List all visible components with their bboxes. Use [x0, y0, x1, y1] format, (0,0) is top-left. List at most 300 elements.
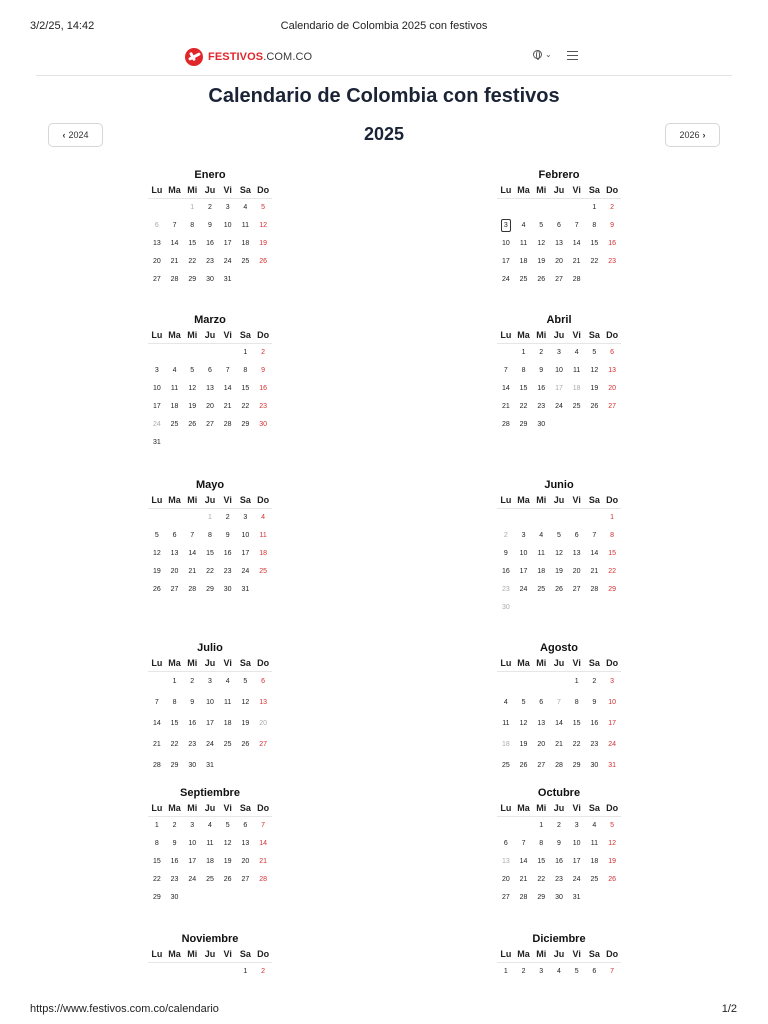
day-cell[interactable]: 19 — [241, 720, 250, 727]
day-cell[interactable]: 24 — [555, 402, 563, 410]
day-cell[interactable]: 10 — [188, 839, 197, 847]
day-cell[interactable]: 13 — [501, 857, 510, 865]
day-cell[interactable]: 26 — [241, 741, 250, 748]
day-cell[interactable]: 20 — [608, 384, 616, 392]
day-cell[interactable]: 23 — [188, 741, 197, 748]
day-cell[interactable]: 26 — [223, 875, 232, 883]
next-year-button[interactable] — [665, 123, 720, 147]
day-cell[interactable]: 22 — [152, 875, 161, 883]
day-cell[interactable]: 29 — [572, 762, 581, 769]
day-cell[interactable]: 1 — [190, 203, 195, 211]
day-cell[interactable]: 1 — [610, 513, 615, 521]
day-cell[interactable]: 14 — [519, 857, 528, 865]
day-cell[interactable]: 24 — [223, 257, 232, 265]
day-cell[interactable]: 9 — [172, 839, 177, 847]
day-cell[interactable]: 25 — [572, 402, 581, 410]
day-cell[interactable]: 8 — [190, 221, 195, 229]
day-cell[interactable]: 7 — [557, 699, 561, 706]
day-cell[interactable]: 28 — [188, 585, 197, 593]
day-cell[interactable]: 9 — [539, 366, 544, 374]
day-cell[interactable]: 9 — [190, 699, 195, 706]
day-cell[interactable]: 13 — [572, 549, 581, 557]
day-cell[interactable]: 30 — [555, 893, 563, 901]
day-cell[interactable]: 22 — [608, 567, 616, 575]
day-cell[interactable]: 24 — [206, 741, 214, 748]
day-cell[interactable]: 13 — [152, 239, 161, 247]
day-cell[interactable]: 12 — [537, 239, 546, 247]
day-cell[interactable]: 20 — [555, 257, 563, 265]
day-cell[interactable]: 11 — [537, 549, 545, 557]
day-cell[interactable]: 16 — [537, 384, 546, 392]
day-cell[interactable]: 22 — [170, 741, 179, 748]
day-cell[interactable]: 11 — [224, 699, 232, 706]
day-cell[interactable]: 6 — [208, 366, 212, 374]
day-cell[interactable]: 12 — [608, 839, 616, 847]
day-cell[interactable]: 30 — [223, 585, 232, 593]
language-selector[interactable] — [533, 50, 552, 59]
day-cell[interactable]: 16 — [170, 857, 179, 865]
day-cell[interactable]: 26 — [152, 585, 161, 593]
day-cell[interactable]: 24 — [519, 585, 528, 593]
day-cell[interactable]: 4 — [208, 821, 212, 829]
day-cell[interactable]: 18 — [241, 239, 250, 247]
day-cell[interactable]: 29 — [170, 762, 179, 769]
day-cell[interactable]: 4 — [539, 531, 544, 539]
day-cell[interactable]: 23 — [206, 257, 214, 265]
day-cell[interactable]: 19 — [519, 741, 528, 748]
day-cell[interactable]: 10 — [223, 221, 232, 229]
day-cell[interactable]: 15 — [572, 720, 581, 727]
day-cell[interactable]: 20 — [501, 875, 510, 883]
day-cell[interactable]: 30 — [170, 893, 179, 901]
day-cell[interactable]: 9 — [557, 839, 561, 847]
day-cell[interactable]: 15 — [170, 720, 179, 727]
day-cell[interactable]: 18 — [223, 720, 232, 727]
day-cell[interactable]: 28 — [501, 420, 510, 428]
day-cell[interactable]: 6 — [557, 221, 561, 229]
day-cell[interactable]: 29 — [241, 420, 250, 428]
day-cell[interactable]: 11 — [573, 366, 581, 374]
day-cell[interactable]: 21 — [501, 402, 510, 410]
day-cell[interactable]: 28 — [170, 275, 179, 283]
day-cell[interactable]: 1 — [503, 967, 508, 975]
day-cell[interactable]: 6 — [539, 699, 544, 706]
day-cell[interactable]: 21 — [590, 567, 599, 575]
day-cell[interactable]: 25 — [223, 741, 232, 748]
day-cell[interactable]: 2 — [610, 203, 615, 211]
day-cell[interactable]: 9 — [208, 221, 212, 229]
day-cell[interactable]: 27 — [555, 275, 563, 283]
day-cell[interactable]: 5 — [539, 221, 544, 229]
day-cell[interactable]: 25 — [259, 567, 267, 575]
day-cell[interactable]: 13 — [259, 699, 267, 706]
day-cell[interactable]: 10 — [206, 699, 214, 706]
day-cell[interactable]: 11 — [259, 531, 267, 539]
day-cell[interactable]: 22 — [572, 741, 581, 748]
day-cell[interactable]: 31 — [608, 762, 616, 769]
day-cell[interactable]: 12 — [590, 366, 599, 374]
day-cell[interactable]: 14 — [223, 384, 232, 392]
day-cell[interactable]: 1 — [574, 678, 579, 686]
day-cell[interactable]: 23 — [555, 875, 563, 883]
day-cell[interactable]: 25 — [519, 275, 528, 283]
day-cell[interactable]: 25 — [590, 875, 599, 883]
day-cell[interactable]: 4 — [592, 821, 597, 829]
day-cell[interactable]: 11 — [519, 239, 528, 247]
day-cell[interactable]: 5 — [521, 699, 526, 706]
day-cell[interactable]: 7 — [610, 967, 615, 975]
day-cell[interactable]: 28 — [223, 420, 232, 428]
day-cell[interactable]: 2 — [261, 967, 266, 975]
day-cell[interactable]: 18 — [590, 857, 599, 865]
day-cell[interactable]: 21 — [519, 875, 528, 883]
day-cell[interactable]: 16 — [608, 239, 616, 247]
day-cell[interactable]: 8 — [521, 366, 526, 374]
day-cell[interactable]: 19 — [537, 257, 546, 265]
hamburger-menu-icon[interactable] — [567, 50, 578, 60]
day-cell[interactable]: 15 — [152, 857, 161, 865]
day-cell[interactable]: 27 — [152, 275, 161, 283]
day-cell[interactable]: 14 — [555, 720, 563, 727]
day-cell[interactable]: 24 — [501, 275, 510, 283]
day-cell[interactable]: 15 — [241, 384, 250, 392]
day-cell[interactable]: 6 — [172, 531, 177, 539]
day-cell[interactable]: 3 — [190, 821, 195, 829]
day-cell[interactable]: 16 — [555, 857, 563, 865]
day-cell[interactable]: 29 — [152, 893, 161, 901]
day-cell[interactable]: 25 — [537, 585, 546, 593]
day-cell[interactable]: 24 — [241, 567, 250, 575]
day-cell[interactable]: 19 — [590, 384, 599, 392]
day-cell[interactable]: 7 — [261, 821, 266, 829]
day-cell[interactable]: 23 — [590, 741, 599, 748]
day-cell[interactable]: 19 — [223, 857, 232, 865]
day-cell[interactable]: 12 — [241, 699, 250, 706]
day-cell[interactable]: 4 — [503, 699, 508, 706]
day-cell[interactable]: 27 — [608, 402, 616, 410]
day-cell[interactable]: 30 — [590, 762, 599, 769]
day-cell[interactable]: 15 — [519, 384, 528, 392]
day-cell[interactable]: 5 — [592, 348, 597, 356]
day-cell[interactable]: 12 — [223, 839, 232, 847]
day-cell[interactable]: 19 — [152, 567, 161, 575]
day-cell[interactable]: 4 — [261, 513, 266, 521]
day-cell[interactable]: 13 — [206, 384, 214, 392]
day-cell[interactable]: 16 — [206, 239, 214, 247]
day-cell[interactable]: 2 — [208, 203, 212, 211]
day-cell[interactable]: 2 — [261, 348, 266, 356]
day-cell[interactable]: 20 — [152, 257, 161, 265]
day-cell[interactable]: 6 — [610, 348, 615, 356]
day-cell[interactable]: 15 — [590, 239, 599, 247]
day-cell[interactable] — [497, 216, 515, 234]
day-cell[interactable]: 25 — [241, 257, 250, 265]
day-cell[interactable]: 5 — [574, 967, 579, 975]
day-cell[interactable]: 1 — [592, 203, 597, 211]
day-cell[interactable]: 25 — [206, 875, 214, 883]
day-cell[interactable]: 10 — [608, 699, 616, 706]
day-cell[interactable]: 9 — [261, 366, 266, 374]
day-cell[interactable]: 1 — [172, 678, 177, 686]
day-cell[interactable]: 14 — [259, 839, 267, 847]
day-cell[interactable]: 18 — [537, 567, 546, 575]
day-cell[interactable]: 10 — [241, 531, 250, 539]
day-cell[interactable]: 17 — [206, 720, 214, 727]
day-cell[interactable]: 1 — [154, 821, 159, 829]
day-cell[interactable]: 13 — [608, 366, 616, 374]
day-cell[interactable]: 18 — [572, 384, 581, 392]
day-cell[interactable]: 4 — [172, 366, 177, 374]
day-cell[interactable]: 25 — [170, 420, 179, 428]
day-cell[interactable]: 10 — [555, 366, 563, 374]
day-cell[interactable]: 28 — [152, 762, 161, 769]
day-cell[interactable]: 14 — [152, 720, 161, 727]
day-cell[interactable]: 31 — [572, 893, 581, 901]
day-cell[interactable]: 22 — [537, 875, 546, 883]
day-cell[interactable]: 25 — [501, 762, 510, 769]
day-cell[interactable]: 3 — [610, 678, 615, 686]
day-cell[interactable]: 29 — [206, 585, 214, 593]
day-cell[interactable]: 1 — [243, 348, 248, 356]
day-cell[interactable]: 6 — [574, 531, 579, 539]
day-cell[interactable]: 3 — [225, 203, 230, 211]
day-cell[interactable]: 2 — [503, 531, 508, 539]
day-cell[interactable]: 17 — [152, 402, 161, 410]
day-cell[interactable]: 17 — [519, 567, 528, 575]
day-cell[interactable]: 28 — [555, 762, 563, 769]
day-cell[interactable]: 22 — [519, 402, 528, 410]
day-cell[interactable]: 23 — [501, 585, 510, 593]
day-cell[interactable]: 4 — [557, 967, 561, 975]
day-cell[interactable]: 30 — [501, 603, 510, 611]
site-logo[interactable] — [185, 48, 312, 66]
day-cell[interactable]: 4 — [243, 203, 248, 211]
day-cell[interactable]: 26 — [608, 875, 616, 883]
day-cell[interactable]: 28 — [572, 275, 581, 283]
day-cell[interactable]: 16 — [501, 567, 510, 575]
day-cell[interactable]: 28 — [519, 893, 528, 901]
day-cell[interactable]: 9 — [225, 531, 230, 539]
day-cell[interactable]: 7 — [172, 221, 177, 229]
day-cell[interactable]: 20 — [206, 402, 214, 410]
day-cell[interactable]: 28 — [590, 585, 599, 593]
day-cell[interactable]: 2 — [172, 821, 177, 829]
day-cell[interactable]: 8 — [172, 699, 177, 706]
day-cell[interactable]: 2 — [225, 513, 230, 521]
day-cell[interactable]: 15 — [188, 239, 197, 247]
day-cell[interactable]: 16 — [259, 384, 267, 392]
day-cell[interactable]: 3 — [243, 513, 248, 521]
day-cell[interactable]: 30 — [206, 275, 214, 283]
day-cell[interactable]: 13 — [555, 239, 563, 247]
day-cell[interactable]: 5 — [557, 531, 561, 539]
day-cell[interactable]: 7 — [592, 531, 597, 539]
day-cell[interactable]: 23 — [223, 567, 232, 575]
day-cell[interactable]: 18 — [170, 402, 179, 410]
day-cell[interactable]: 21 — [555, 741, 563, 748]
day-cell[interactable]: 8 — [243, 366, 248, 374]
day-cell[interactable]: 31 — [152, 438, 161, 446]
day-cell[interactable]: 17 — [572, 857, 581, 865]
day-cell[interactable]: 5 — [154, 531, 159, 539]
day-cell[interactable]: 30 — [259, 420, 267, 428]
day-cell[interactable]: 30 — [537, 420, 546, 428]
day-cell[interactable]: 17 — [241, 549, 250, 557]
day-cell[interactable]: 20 — [170, 567, 179, 575]
day-cell[interactable]: 6 — [154, 221, 159, 229]
day-cell[interactable]: 24 — [572, 875, 581, 883]
day-cell[interactable]: 29 — [188, 275, 197, 283]
day-cell[interactable]: 20 — [537, 741, 546, 748]
day-cell[interactable]: 26 — [519, 762, 528, 769]
day-cell[interactable]: 17 — [501, 257, 510, 265]
day-cell[interactable]: 7 — [521, 839, 526, 847]
day-cell[interactable]: 14 — [572, 239, 581, 247]
day-cell[interactable]: 22 — [206, 567, 214, 575]
day-cell[interactable]: 17 — [608, 720, 616, 727]
day-cell[interactable]: 11 — [206, 839, 214, 847]
day-cell[interactable]: 14 — [170, 239, 179, 247]
day-cell[interactable]: 21 — [170, 257, 179, 265]
day-cell[interactable]: 7 — [574, 221, 579, 229]
day-cell[interactable]: 16 — [188, 720, 197, 727]
day-cell[interactable]: 3 — [154, 366, 159, 374]
day-cell[interactable]: 28 — [259, 875, 267, 883]
day-cell[interactable]: 11 — [502, 720, 510, 727]
day-cell[interactable]: 1 — [539, 821, 544, 829]
day-cell[interactable]: 20 — [572, 567, 581, 575]
day-cell[interactable]: 24 — [152, 420, 161, 428]
day-cell[interactable]: 29 — [537, 893, 546, 901]
day-cell[interactable]: 31 — [241, 585, 250, 593]
day-cell[interactable]: 6 — [261, 678, 266, 686]
day-cell[interactable]: 3 — [557, 348, 561, 356]
day-cell[interactable]: 12 — [188, 384, 197, 392]
day-cell[interactable]: 1 — [208, 513, 212, 521]
day-cell[interactable]: 15 — [206, 549, 214, 557]
day-cell[interactable]: 17 — [223, 239, 232, 247]
day-cell[interactable]: 26 — [590, 402, 599, 410]
day-cell[interactable]: 23 — [608, 257, 616, 265]
day-cell[interactable]: 31 — [223, 275, 232, 283]
day-cell[interactable]: 5 — [610, 821, 615, 829]
day-cell[interactable]: 23 — [259, 402, 267, 410]
day-cell[interactable]: 11 — [590, 839, 598, 847]
day-cell[interactable]: 7 — [503, 366, 508, 374]
day-cell[interactable]: 9 — [610, 221, 615, 229]
day-cell[interactable]: 2 — [521, 967, 526, 975]
day-cell[interactable]: 10 — [501, 239, 510, 247]
day-cell[interactable]: 18 — [259, 549, 267, 557]
day-cell[interactable]: 2 — [539, 348, 544, 356]
day-cell[interactable]: 13 — [537, 720, 546, 727]
day-cell[interactable]: 6 — [592, 967, 597, 975]
day-cell[interactable]: 10 — [519, 549, 528, 557]
day-cell[interactable]: 8 — [208, 531, 212, 539]
day-cell[interactable]: 24 — [608, 741, 616, 748]
day-cell[interactable]: 3 — [208, 678, 212, 686]
day-cell[interactable]: 27 — [259, 741, 267, 748]
day-cell[interactable]: 9 — [592, 699, 597, 706]
day-cell[interactable]: 20 — [241, 857, 250, 865]
day-cell[interactable]: 18 — [501, 741, 510, 748]
day-cell[interactable]: 26 — [537, 275, 546, 283]
day-cell[interactable]: 26 — [259, 257, 267, 265]
day-cell[interactable]: 27 — [501, 893, 510, 901]
day-cell[interactable]: 19 — [608, 857, 616, 865]
day-cell[interactable]: 4 — [521, 221, 526, 229]
day-cell[interactable]: 21 — [259, 857, 267, 865]
day-cell[interactable]: 8 — [539, 839, 544, 847]
day-cell[interactable]: 9 — [503, 549, 508, 557]
day-cell[interactable]: 2 — [557, 821, 561, 829]
day-cell[interactable]: 21 — [572, 257, 581, 265]
day-cell[interactable]: 6 — [243, 821, 248, 829]
day-cell[interactable]: 19 — [555, 567, 563, 575]
day-cell[interactable]: 1 — [243, 967, 248, 975]
day-cell[interactable]: 29 — [519, 420, 528, 428]
day-cell[interactable]: 23 — [170, 875, 179, 883]
day-cell[interactable]: 21 — [152, 741, 161, 748]
day-cell[interactable]: 26 — [188, 420, 197, 428]
day-cell[interactable]: 22 — [590, 257, 599, 265]
day-cell[interactable]: 13 — [241, 839, 250, 847]
day-cell[interactable]: 8 — [154, 839, 159, 847]
day-cell[interactable]: 12 — [519, 720, 528, 727]
day-cell[interactable]: 18 — [206, 857, 214, 865]
day-cell[interactable]: 6 — [503, 839, 508, 847]
day-cell[interactable]: 16 — [223, 549, 232, 557]
day-cell[interactable]: 17 — [555, 384, 563, 392]
day-cell[interactable]: 8 — [574, 699, 579, 706]
day-cell[interactable]: 19 — [188, 402, 197, 410]
day-cell[interactable]: 21 — [223, 402, 232, 410]
day-cell[interactable]: 3 — [521, 531, 526, 539]
day-cell[interactable]: 27 — [572, 585, 581, 593]
day-cell[interactable]: 2 — [592, 678, 597, 686]
day-cell[interactable]: 16 — [590, 720, 599, 727]
day-cell[interactable]: 27 — [537, 762, 546, 769]
day-cell[interactable]: 15 — [608, 549, 616, 557]
day-cell[interactable]: 31 — [206, 762, 214, 769]
day-cell[interactable]: 10 — [152, 384, 161, 392]
day-cell[interactable]: 1 — [521, 348, 526, 356]
day-cell[interactable]: 3 — [574, 821, 579, 829]
day-cell[interactable]: 22 — [241, 402, 250, 410]
day-cell[interactable]: 29 — [608, 585, 616, 593]
day-cell[interactable]: 5 — [225, 821, 230, 829]
day-cell[interactable]: 7 — [154, 699, 159, 706]
day-cell[interactable]: 2 — [190, 678, 195, 686]
day-cell[interactable]: 5 — [190, 366, 195, 374]
day-cell[interactable]: 27 — [170, 585, 179, 593]
day-cell[interactable]: 12 — [152, 549, 161, 557]
day-cell[interactable]: 30 — [188, 762, 197, 769]
day-cell[interactable]: 14 — [188, 549, 197, 557]
day-cell[interactable]: 11 — [241, 221, 249, 229]
day-cell[interactable]: 8 — [592, 221, 597, 229]
day-cell[interactable]: 15 — [537, 857, 546, 865]
day-cell[interactable]: 11 — [170, 384, 179, 392]
day-cell[interactable]: 4 — [225, 678, 230, 686]
day-cell[interactable]: 7 — [190, 531, 195, 539]
day-cell[interactable]: 27 — [241, 875, 250, 883]
day-cell[interactable]: 7 — [225, 366, 230, 374]
day-cell[interactable]: 4 — [574, 348, 579, 356]
day-cell[interactable]: 12 — [555, 549, 563, 557]
day-cell[interactable]: 24 — [188, 875, 197, 883]
day-cell[interactable]: 5 — [261, 203, 266, 211]
